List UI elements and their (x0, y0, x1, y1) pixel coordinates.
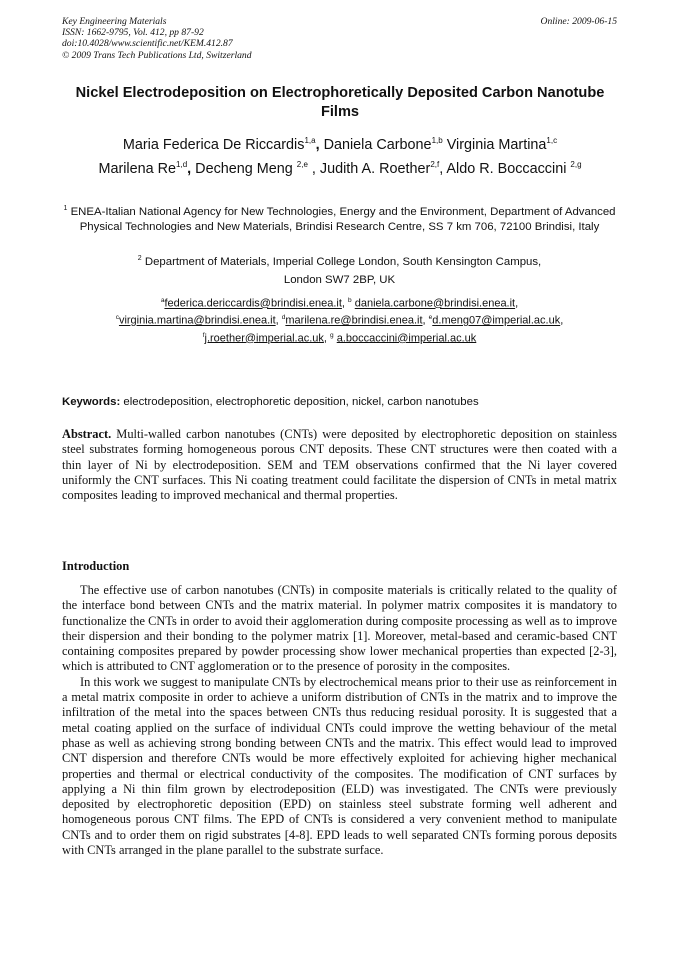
journal-header (62, 16, 617, 61)
author-affiliation-mark: 2,f (430, 159, 440, 169)
author-affiliation-mark: 1,c (546, 136, 558, 145)
author-name: Maria Federica De Riccardis (122, 136, 305, 153)
author-separator: , (439, 160, 447, 177)
journal-copyright: © 2009 Trans Tech Publications Ltd, Switzerland (62, 49, 252, 61)
author-affiliation-mark: 1,d (176, 159, 188, 169)
paper-title: Nickel Electrodeposition on Electrophoretically Deposited Carbon Nanotube Films (75, 85, 605, 120)
journal-doi: doi:10.4028/www.scientific.net/KEM.412.87 (62, 38, 233, 50)
section-heading-introduction: Introduction (62, 559, 130, 573)
online-date: Online: 2009-06-15 (540, 16, 617, 27)
paragraph: The effective use of carbon nanotubes (CNTs) in composite materials is critically related to the quality of the interface bond between CNTs and the matrix material. In polymer matrix composites it is mandatory to functionalize the CNTs in order to avoid their agglomeration during composite processing as well as to improve their dispersion and their bonding to the polymer matrix [1]. Moreover, metal-based and ceramic-based CNT containing composites prepared by powder processing show lower mechanical properties than expected [2-3], which is attributed to CNT agglomeration or to the presence of porosity in the composites. (62, 583, 617, 674)
affiliation-text: Department of Materials, Imperial College London, South Kensington Campus, (144, 255, 542, 268)
author-separator: , (307, 160, 320, 177)
email-link[interactable]: virginia.martina@brindisi.enea.it (118, 314, 276, 327)
author-separator: , (315, 136, 324, 153)
introduction-body (62, 583, 617, 858)
abstract (62, 427, 617, 503)
author-affiliation-mark: 1,b (431, 136, 443, 145)
abstract-label: Abstract. (62, 427, 112, 441)
keywords-label: Keywords: (62, 396, 121, 408)
keywords-text: electrodeposition, electrophoretic deposition, nickel, carbon nanotubes (120, 396, 479, 408)
email-mark: d (281, 314, 286, 322)
email-link[interactable]: a.boccaccini@imperial.ac.uk (336, 332, 477, 345)
author-affiliation-mark: 2,e (296, 159, 308, 169)
author-affiliation-mark: 2,g (570, 159, 582, 169)
email-mark: f (202, 331, 205, 339)
author-name: Judith A. Roether (319, 160, 431, 177)
email-mark: c (115, 314, 119, 322)
author-affiliation-mark: 1,a (304, 136, 316, 145)
author-name: Daniela Carbone (323, 136, 432, 153)
email-link[interactable]: federica.dericcardis@brindisi.enea.it (164, 297, 342, 310)
email-list: $^a$federica.dericcardis@brindisi.enea.it, $^b$ daniela.carbone@brindisi.enea.it, $^c$virginia.martina@brindisi.enea.it, $^d$marilena.re@brindisi.enea.it, $^e$d.meng07@imperial.ac.uk, $^f$j.roether@imperial.ac.uk, $^g$ a.boccaccini@imperial.ac.uk (115, 297, 564, 345)
email-link[interactable]: j.roether@imperial.ac.uk (204, 332, 324, 345)
author-separator: , (187, 160, 196, 177)
affiliation-number: 1 (63, 205, 68, 212)
abstract-text: Multi-walled carbon nanotubes (CNTs) were deposited by electrophoretic deposition on stainless steel substrates forming homogeneous porous CNT deposits. These CNT structures were then coated with a thin layer of Ni by electrodeposition. SEM and TEM observations confirmed that the Ni layer covered uniformly the CNT surfaces. This Ni coating treatment could facilitate the dispersion of CNTs in metal matrix composites leading to improved mechanical and thermal properties. (62, 427, 617, 503)
author-name: Decheng Meng (195, 160, 297, 177)
affiliation-2 (62, 251, 617, 270)
email-mark: b (348, 297, 352, 304)
author-list (40, 131, 640, 179)
journal-issn: ISSN: 1662-9795, Vol. 412, pp 87-92 (62, 27, 204, 39)
author-name: Marilena Re (98, 160, 177, 177)
affiliation-1 (62, 201, 617, 235)
affiliation-text: ENEA-Italian National Agency for New Technologies, Energy and the Environment, Department of Advanced Physical Technologies and New Materials, Brindisi Research Centre, SS 7 km 706, 72100 Brindisi, Italy (70, 205, 616, 233)
paragraph: In this work we suggest to manipulate CNTs by electrochemical means prior to their use as reinforcement in a metal matrix composite in order to achieve a uniform distribution of CNTs in the matrix and to improve the infiltration of the metal into the spaces between CNTs thus reducing residual porosity. It is suggested that a metal coating applied on the surface of individual CNTs could improve the wetting behaviour of the metal phase as well as achieving strong bonding between CNTs and the matrix. This effect would lead to improved CNT dispersion and therefore CNTs would be more effectively exploited for achieving higher mechanical properties and thermal or electrical conductivity of the composites. The modification of CNT surfaces by applying a Ni thin film grown by electrodeposition (ELD) was investigated. The CNTs were previously deposited by electrophoretic deposition (EPD) on stainless steel substrate forming well adherent and homogeneous porous CNT films. The EPD of CNTs is considered a very convenient method to manipulate CNTs and to order them on rigid substrates [4-8]. EPD leads to well separated CNTs forming porous deposits with CNTs arranged in the plane parallel to the substrate surface. (62, 674, 617, 858)
email-mark: e (428, 314, 433, 322)
email-link[interactable]: d.meng07@imperial.ac.uk (432, 314, 561, 327)
email-link[interactable]: daniela.carbone@brindisi.enea.it (354, 297, 516, 310)
author-name: Virginia Martina (446, 136, 547, 153)
author-name: Aldo R. Boccaccini (446, 160, 571, 177)
journal-name: Key Engineering Materials (62, 16, 167, 27)
affiliation-2-city: London SW7 2BP, UK (283, 274, 396, 286)
email-link[interactable]: marilena.re@brindisi.enea.it (285, 314, 423, 327)
email-mark: g (330, 331, 334, 339)
keywords (62, 395, 617, 410)
affiliation-number: 2 (137, 255, 142, 262)
email-mark: a (160, 297, 165, 304)
